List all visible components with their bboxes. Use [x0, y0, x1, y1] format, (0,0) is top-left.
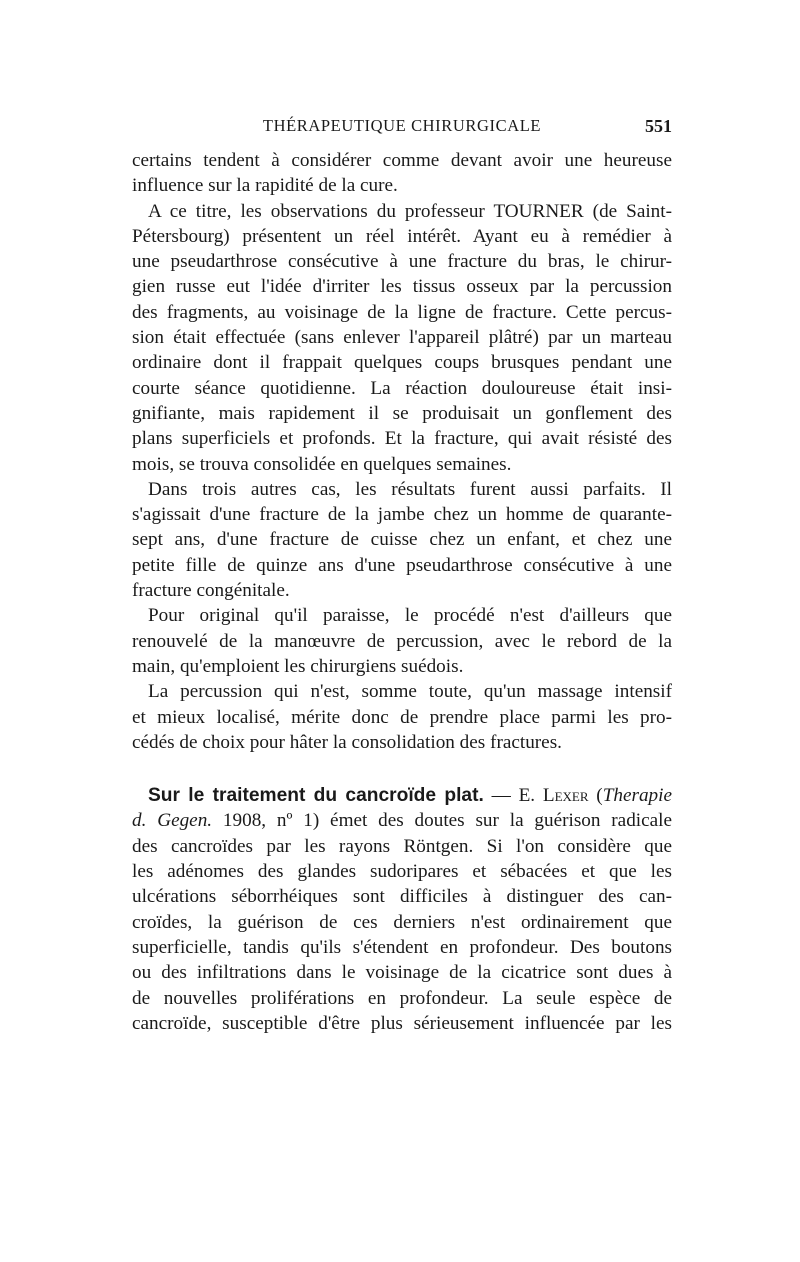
text-line: cédés de choix pour hâter la consolidation des fractures. — [132, 731, 562, 753]
text-line: les adénomes des glandes sudoripares et sébacées et que les — [132, 861, 672, 883]
text-line: ou des infiltrations dans le voisinage de la cicatrice sont dues à — [132, 962, 672, 984]
text-line: sept ans, d'une fracture de cuisse chez un enfant, et chez une — [132, 529, 672, 551]
text-line: plans superficiels et profonds. Et la fracture, qui avait résisté des — [132, 428, 672, 450]
text-line: s'agissait d'une fracture de la jambe chez un homme de quarante- — [132, 504, 672, 526]
text-line: A ce titre, les observations du professeur TOURNER (de Saint- — [148, 200, 672, 222]
text-line: ordinaire dont il frappait quelques coups brusques pendant une — [132, 352, 672, 374]
text-line: gien russe eut l'idée d'irriter les tissus osseux par la percussion — [132, 276, 672, 298]
section-journal: Therapie — [602, 785, 672, 807]
text-line: Pour original qu'il paraisse, le procédé n'est d'ailleurs que — [148, 605, 672, 627]
section-open-paren: ( — [588, 785, 603, 807]
text-line: certains tendent à considérer comme devant avoir une heureuse — [132, 150, 672, 171]
section-dash: — E. — [483, 785, 543, 807]
paragraph — [132, 603, 672, 679]
paragraph — [132, 148, 672, 199]
running-head — [132, 116, 672, 140]
section-spacer — [132, 755, 672, 783]
section-title: Sur le traitement du cancroïde plat. — [148, 785, 484, 807]
section-paragraph — [132, 783, 672, 1036]
section-line2-rest: 1908, nº 1) émet des doutes sur la guérison radicale — [212, 810, 672, 832]
text-line: des fragments, au voisinage de la ligne de fracture. Cette percus- — [132, 301, 672, 323]
text-line: renouvelé de la manœuvre de percussion, avec le rebord de la — [132, 630, 672, 652]
section-second-line — [132, 808, 672, 833]
text-line: main, qu'emploient les chirurgiens suédois. — [132, 655, 464, 677]
paragraph — [132, 679, 672, 755]
text-line: de nouvelles proliférations en profondeur. La seule espèce de — [132, 987, 672, 1009]
section-journal-2: d. Gegen. — [132, 810, 213, 832]
text-line: mois, se trouva consolidée en quelques semaines. — [132, 453, 512, 475]
text-line: croïdes, la guérison de ces derniers n'est ordinairement que — [132, 911, 672, 933]
page-number: 551 — [645, 116, 672, 136]
text-line: influence sur la rapidité de la cure. — [132, 175, 398, 197]
text-line: Pétersbourg) présentent un réel intérêt. Ayant eu à remédier à — [132, 225, 672, 247]
text-line: La percussion qui n'est, somme toute, qu'un massage intensif — [148, 681, 672, 703]
text-line: cancroïde, susceptible d'être plus sérieusement influencée par les — [132, 1012, 672, 1034]
paragraph — [132, 477, 672, 603]
text-line: courte séance quotidienne. La réaction douloureuse était insi- — [132, 377, 672, 399]
text-line: ulcérations séborrhéiques sont difficiles à distinguer des can- — [132, 886, 672, 908]
text-line: gnifiante, mais rapidement il se produisait un gonflement des — [132, 402, 672, 424]
text-line: et mieux localisé, mérite donc de prendre place parmi les pro- — [132, 706, 672, 728]
text-line: une pseudarthrose consécutive à une fracture du bras, le chirur- — [132, 251, 672, 273]
section-author: Lexer — [542, 785, 589, 807]
text-line: des cancroïdes par les rayons Röntgen. Si l'on considère que — [132, 835, 672, 857]
paragraph — [132, 199, 672, 477]
text-line: petite fille de quinze ans d'une pseudarthrose consécutive à une — [132, 554, 672, 576]
running-title: THÉRAPEUTIQUE CHIRURGICALE — [262, 116, 542, 135]
text-line: Dans trois autres cas, les résultats furent aussi parfaits. Il — [148, 478, 672, 500]
text-line: sion était effectuée (sans enlever l'appareil plâtré) par un marteau — [132, 327, 672, 349]
section-first-line — [132, 783, 672, 808]
text-line: fracture congénitale. — [132, 580, 290, 602]
body-text — [132, 148, 672, 1036]
text-line: superficielle, tandis qu'ils s'étendent en profondeur. Des boutons — [132, 936, 672, 958]
